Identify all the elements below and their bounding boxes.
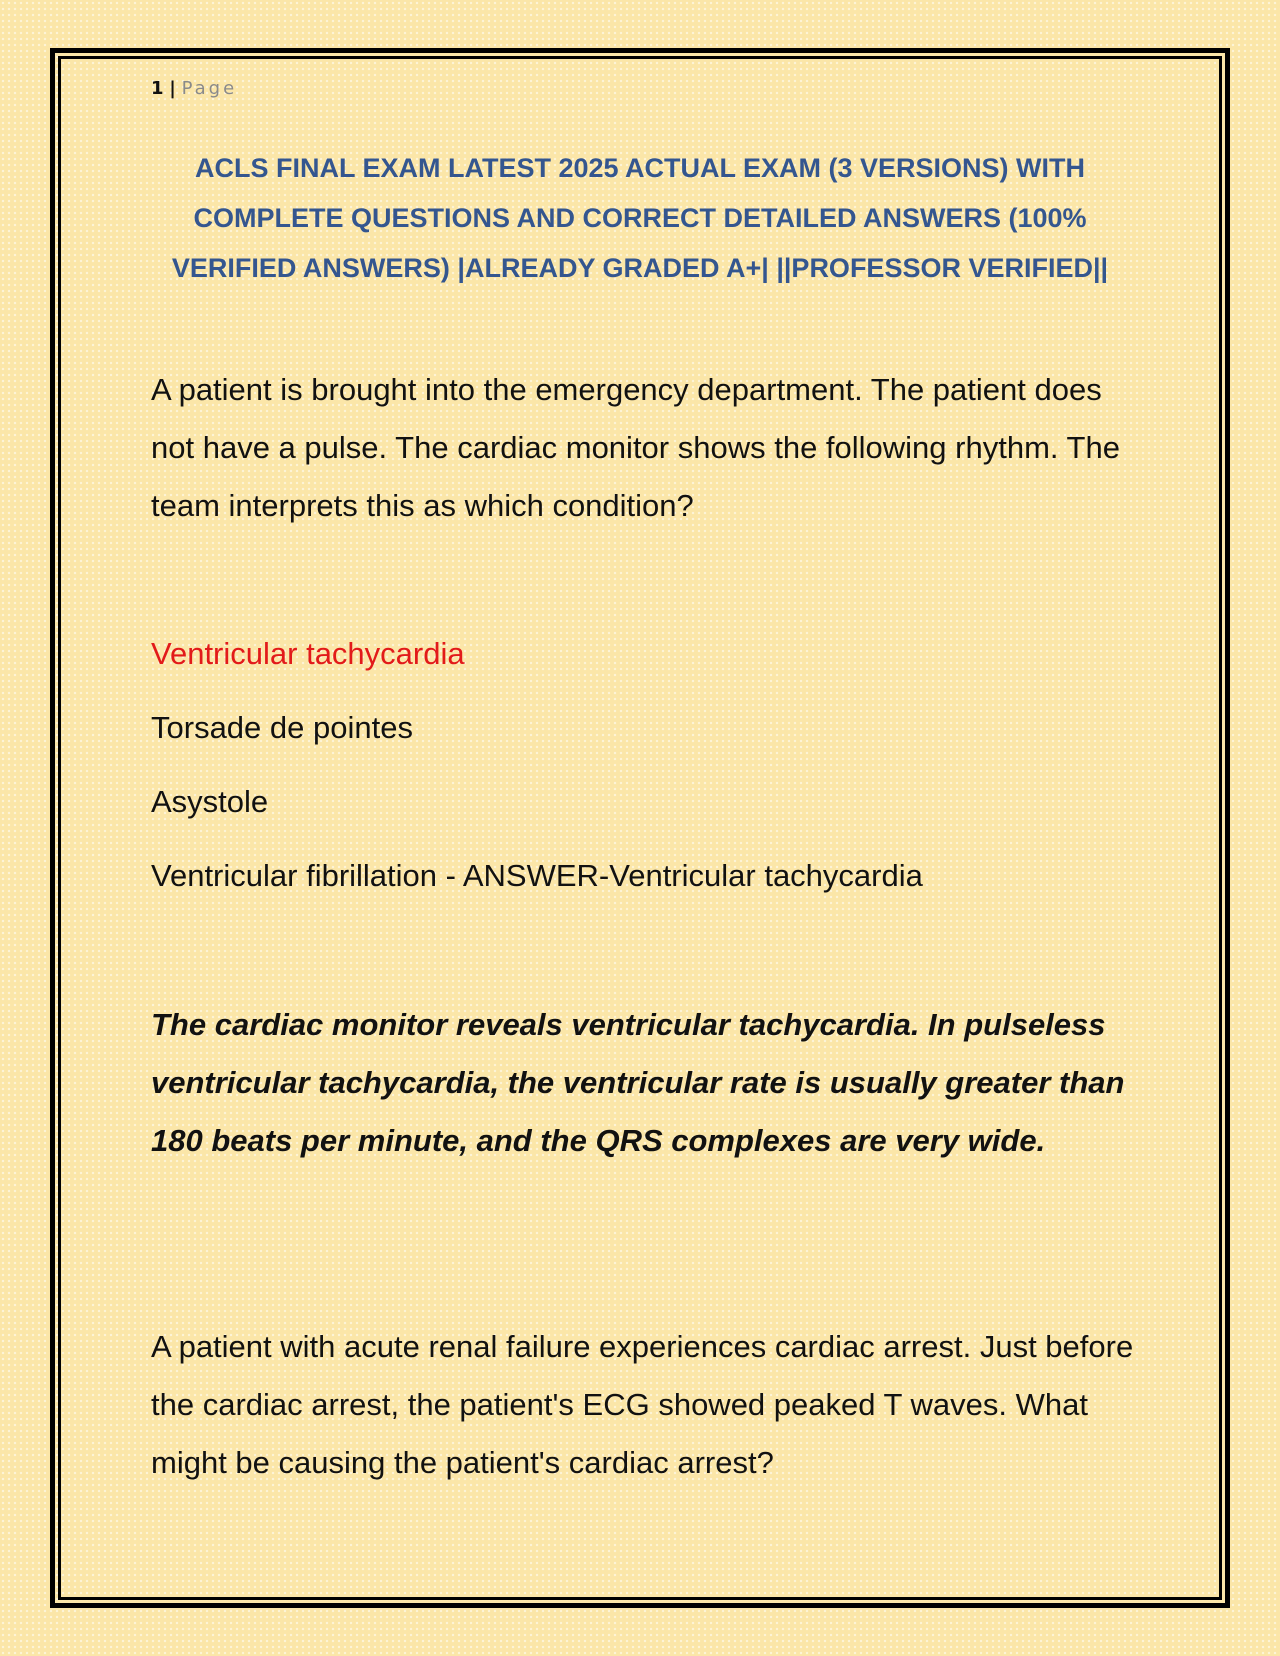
page-label: Page (181, 78, 238, 99)
document-title: ACLS FINAL EXAM LATEST 2025 ACTUAL EXAM (3 VERSIONS) WITH COMPLETE QUESTIONS AND CORRECT DETAILED ANSWERS (100% VERIFIED ANSWERS) |ALREADY GRADED A+| ||PROFESSOR VERIFIED|| (171, 153, 1109, 283)
question-1-option: Asystole (151, 784, 269, 819)
page-number-header (151, 78, 237, 99)
question-1-text: A patient is brought into the emergency department. The patient does not have a pulse. The cardiac monitor shows the following rhythm. The team interprets this as which condition? (151, 372, 1120, 523)
page-number-separator: | (169, 78, 176, 99)
question-1-option: Torsade de pointes (151, 710, 413, 745)
question-1-option-correct: Ventricular tachycardia (151, 636, 465, 671)
page-number: 1 (151, 78, 164, 99)
question-1-explanation: The cardiac monitor reveals ventricular tachycardia. In pulseless ventricular tachycardia, the ventricular rate is usually greater than 180 beats per minute, and the QRS complexes are very wide. (151, 1007, 1125, 1158)
question-1-option-with-answer: Ventricular fibrillation - ANSWER-Ventricular tachycardia (151, 858, 923, 893)
question-2-text: A patient with acute renal failure experiences cardiac arrest. Just before the cardiac arrest, the patient's ECG showed peaked T waves. What might be causing the patient's cardiac arrest? (151, 1329, 1134, 1480)
